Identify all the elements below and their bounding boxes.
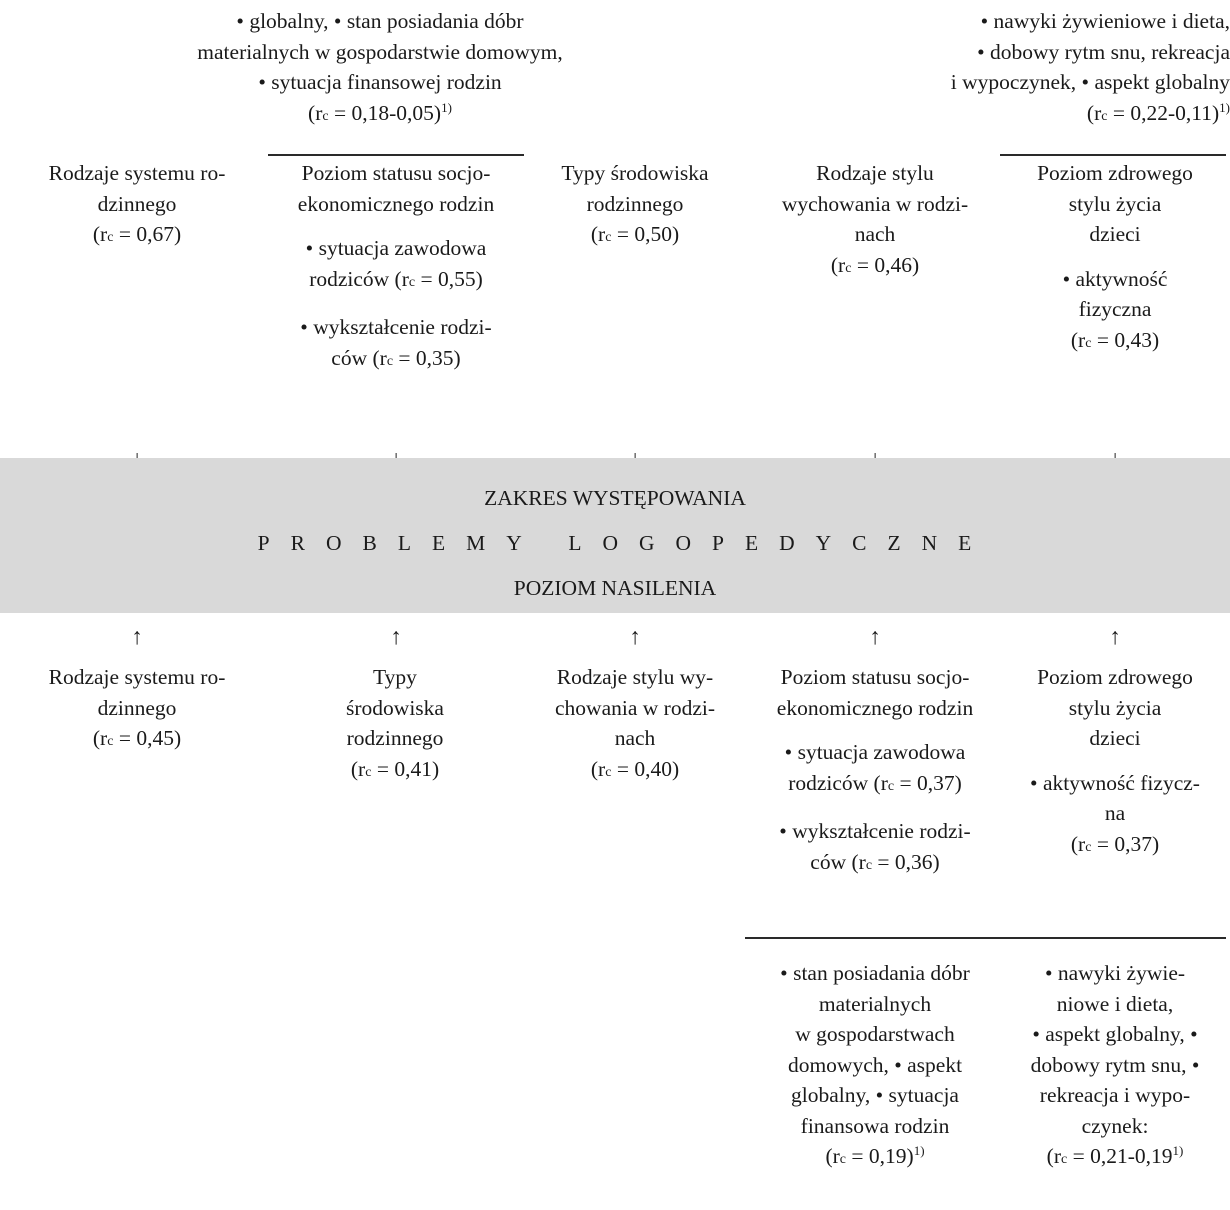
label-line: wychowania w rodzi- bbox=[781, 191, 969, 216]
band-title-occurrence: ZAKRES WYSTĘPOWANIA bbox=[484, 486, 746, 510]
bottom-note-left bbox=[745, 958, 1005, 1176]
top-socioeconomic-status bbox=[262, 158, 530, 377]
label-line: Poziom statusu socjo- bbox=[301, 161, 491, 185]
label-line: stylu życia bbox=[1068, 191, 1162, 216]
top-family-system bbox=[12, 158, 262, 254]
label-line: stylu życia bbox=[1068, 695, 1162, 720]
note-line: niowe i dieta, bbox=[1056, 991, 1174, 1016]
top-parenting-style bbox=[750, 158, 1000, 284]
note-line: i wypoczynek, • aspekt globalny bbox=[950, 70, 1230, 94]
arrow-up-icon: ↑ bbox=[131, 624, 143, 649]
note-rc: (rc = 0,18-0,05)$^{1)}$ bbox=[308, 99, 452, 125]
label-line: • sytuacja zawodowa bbox=[305, 236, 487, 260]
label-line: rodzinnego bbox=[586, 191, 684, 216]
bottom-socioeconomic-status bbox=[745, 662, 1005, 881]
note-line: dobowy rytm snu, • bbox=[1030, 1052, 1200, 1077]
label-line: ekonomicznego rodzin bbox=[776, 695, 974, 720]
label-line: Poziom zdrowego bbox=[1037, 665, 1193, 689]
label-line: na bbox=[1104, 801, 1126, 825]
note-line: • dobowy rytm snu, rekreacja bbox=[977, 39, 1230, 64]
label-line: • sytuacja zawodowa bbox=[784, 740, 966, 764]
label-line: • aktywność bbox=[1062, 266, 1168, 291]
note-line: • aspekt globalny, • bbox=[1032, 1022, 1198, 1046]
label-line: dzieci bbox=[1089, 726, 1141, 750]
label-line: • wykształcenie rodzi- bbox=[300, 315, 492, 339]
rc-value: rodziców (rc = 0,55) bbox=[309, 266, 483, 291]
note-line: • globalny, • stan posiadania dóbr bbox=[236, 9, 524, 33]
label-line: rodzinnego bbox=[346, 726, 444, 750]
label-line: Rodzaje stylu wy- bbox=[556, 665, 714, 689]
label-line: Rodzaje stylu bbox=[816, 161, 934, 185]
label-line: Typy środowiska bbox=[561, 161, 709, 185]
rc-value: (rc = 0,41) bbox=[350, 756, 440, 781]
label-line: Poziom statusu socjo- bbox=[780, 665, 970, 689]
note-line: finansowa rodzin bbox=[800, 1113, 950, 1138]
note-line: • nawyki żywieniowe i dieta, bbox=[980, 9, 1230, 33]
rc-value: (rc = 0,43) bbox=[1070, 327, 1160, 352]
rc-value: (rc = 0,67) bbox=[92, 222, 182, 246]
label-line: Typy bbox=[373, 665, 417, 689]
label-line: ekonomicznego rodzin bbox=[297, 191, 495, 216]
note-line: • sytuacja finansowej rodzin bbox=[258, 70, 502, 94]
rc-value: (rc = 0,46) bbox=[830, 252, 920, 277]
top-healthy-lifestyle bbox=[1000, 158, 1230, 359]
note-rc: (rc = 0,22-0,11)$^{1)}$ bbox=[1086, 99, 1230, 125]
arrow-up-icon: ↑ bbox=[629, 624, 641, 649]
top-note-right bbox=[840, 6, 1230, 132]
divider-top-right bbox=[1000, 154, 1226, 156]
rc-value: rodziców (rc = 0,37) bbox=[788, 770, 962, 795]
label-line: chowania w rodzi- bbox=[555, 695, 715, 720]
label-line: środowiska bbox=[346, 695, 444, 720]
divider-top-left bbox=[268, 154, 524, 156]
arrow-up-icon: ↑ bbox=[390, 624, 402, 649]
bottom-note-right bbox=[1000, 958, 1230, 1176]
label-line: nach bbox=[854, 222, 896, 246]
band-title-problems: PROBLEMY LOGOPEDYCZNE bbox=[257, 531, 993, 555]
divider-bottom bbox=[745, 937, 1226, 939]
bottom-parenting-style bbox=[520, 662, 750, 788]
label-line: • wykształcenie rodzi- bbox=[779, 819, 971, 843]
top-family-environment bbox=[530, 158, 740, 254]
label-line: Rodzaje systemu ro- bbox=[48, 665, 226, 689]
note-line: • nawyki żywie- bbox=[1044, 961, 1186, 985]
note-line: globalny, • sytuacja bbox=[791, 1083, 959, 1107]
bottom-family-environment bbox=[290, 662, 500, 788]
rc-value: ców (rc = 0,35) bbox=[331, 345, 461, 370]
central-band bbox=[0, 458, 1230, 613]
rc-value: (rc = 0,50) bbox=[590, 222, 680, 246]
top-note-left bbox=[130, 6, 630, 132]
rc-value: (rc = 0,40) bbox=[590, 756, 680, 781]
arrow-up-icon: ↑ bbox=[1109, 624, 1121, 649]
note-line: • stan posiadania dóbr bbox=[780, 961, 970, 985]
label-line: dzinnego bbox=[97, 191, 177, 216]
note-line: w gospodarstwach bbox=[795, 1022, 955, 1046]
note-line: materialnych w gospodarstwie domowym, bbox=[197, 39, 563, 64]
label-line: Rodzaje systemu ro- bbox=[48, 161, 226, 185]
label-line: dzieci bbox=[1089, 222, 1141, 246]
label-line: fizyczna bbox=[1078, 297, 1152, 321]
rc-value: ców (rc = 0,36) bbox=[810, 849, 940, 874]
band-title-severity: POZIOM NASILENIA bbox=[513, 576, 717, 600]
label-line: nach bbox=[614, 726, 656, 750]
arrow-up-icon: ↑ bbox=[869, 624, 881, 649]
note-rc: ($rc = 0,21-0,19^{1)}$ bbox=[1046, 1143, 1184, 1168]
note-line: rekreacja i wypo- bbox=[1039, 1083, 1191, 1107]
rc-value: (rc = 0,45) bbox=[92, 726, 182, 750]
note-line: czynek: bbox=[1081, 1113, 1149, 1138]
note-line: materialnych bbox=[818, 991, 932, 1016]
label-line: dzinnego bbox=[97, 695, 177, 720]
note-rc: (rc = 0,19)$^{1)}$ bbox=[825, 1143, 925, 1168]
note-line: domowych, • aspekt bbox=[787, 1052, 963, 1077]
rc-value: (rc = 0,37) bbox=[1070, 831, 1160, 856]
bottom-family-system bbox=[12, 662, 262, 758]
label-line: Poziom zdrowego bbox=[1037, 161, 1193, 185]
label-line: • aktywność fizycz- bbox=[1030, 770, 1200, 795]
bottom-healthy-lifestyle bbox=[1000, 662, 1230, 863]
